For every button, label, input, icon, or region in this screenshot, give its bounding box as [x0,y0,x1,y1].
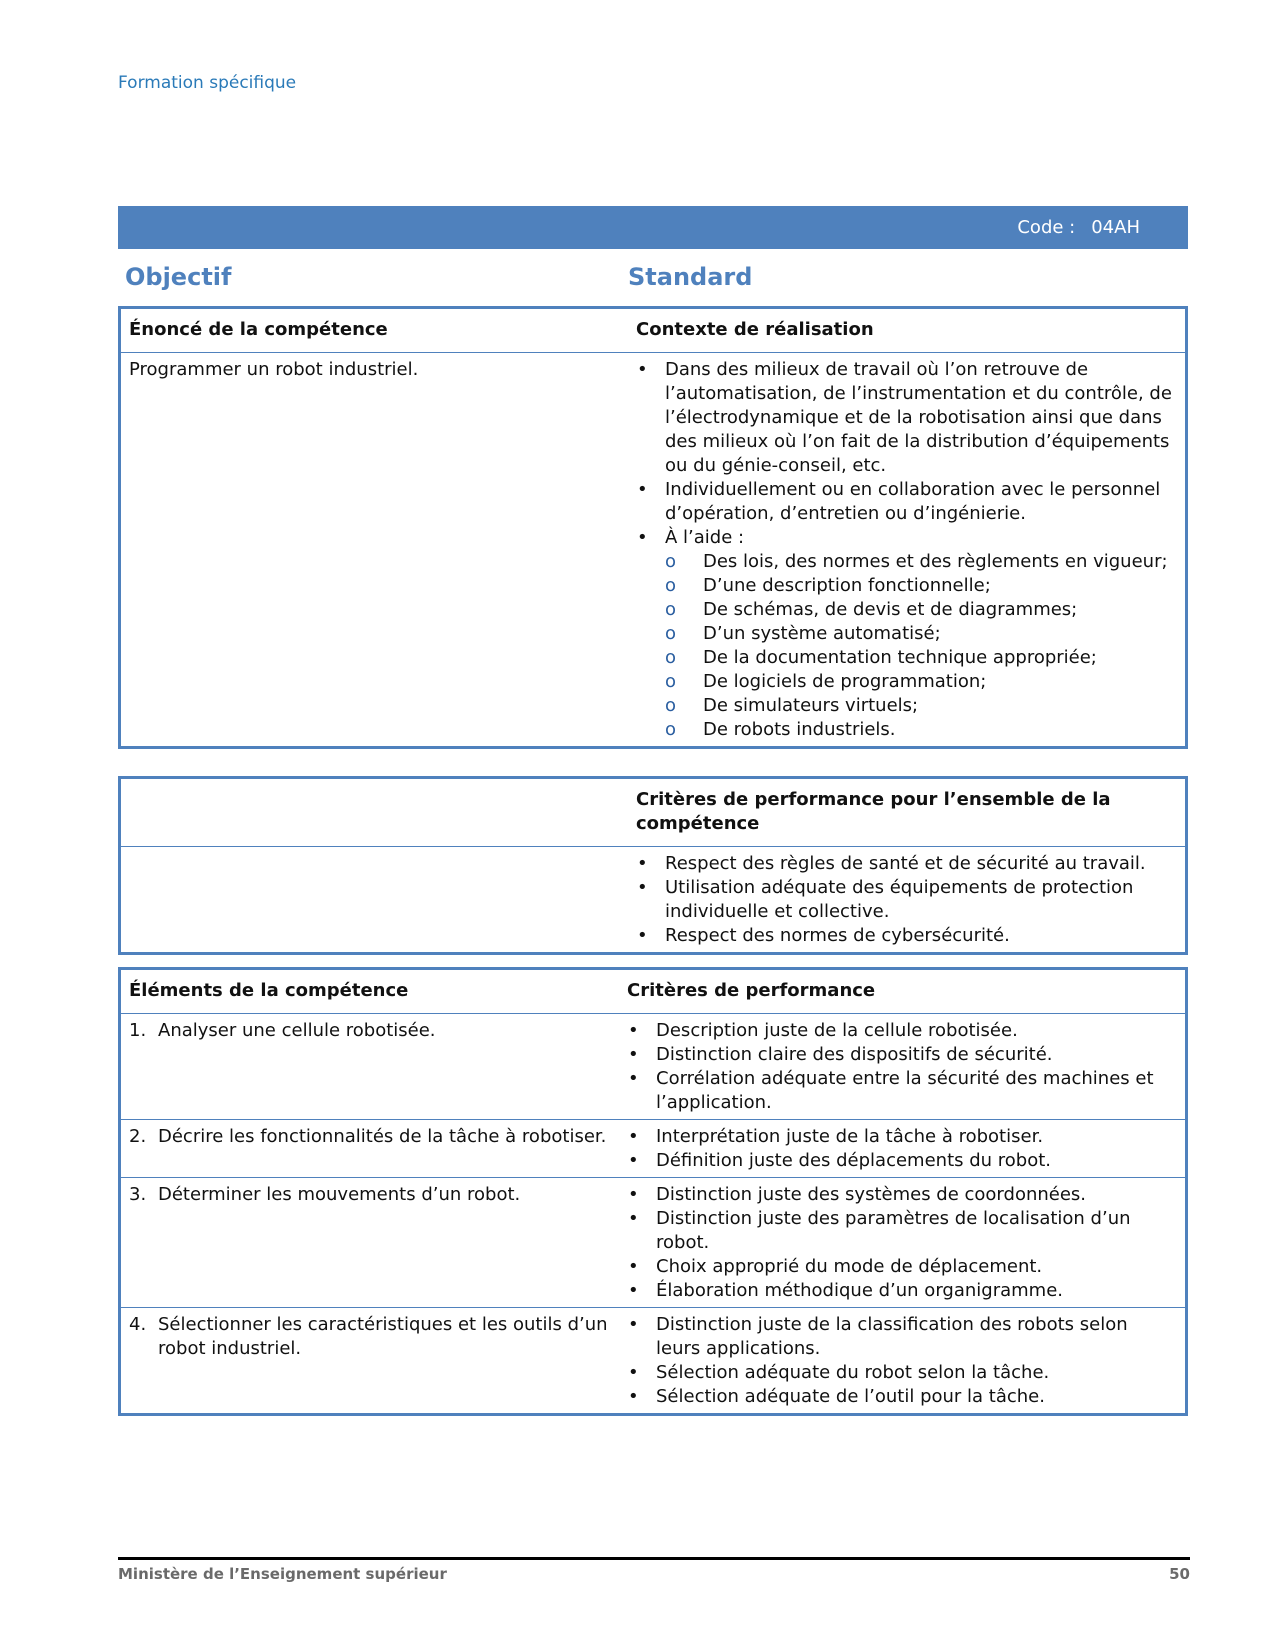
element-text: Sélectionner les caractéristiques et les outils d’un robot industriel. [158,1314,608,1359]
standard-title: Standard [628,263,753,291]
running-header: Formation spécifique [118,73,297,93]
list-item: • Individuellement ou en collaboration avec le personnel d’opération, d’entretien ou d’ingénierie. [636,478,1177,526]
criteria-header: Critères de performance [627,980,876,1001]
list-item: • Utilisation adéquate des équipements de protection individuelle et collective. [636,876,1177,924]
list-item: • Choix approprié du mode de déplacement. [627,1255,1177,1279]
list-item: • Distinction juste des systèmes de coordonnées. [627,1183,1177,1207]
list-item: • Distinction claire des dispositifs de sécurité. [627,1043,1177,1067]
list-item: • Sélection adéquate du robot selon la tâche. [627,1361,1177,1385]
element-text: Déterminer les mouvements d’un robot. [158,1184,521,1205]
list-item-label: À l’aide : [665,527,745,548]
table-row [121,1307,1185,1413]
element-number: 2. [129,1126,147,1147]
list-item: • Description juste de la cellule robotisée. [627,1019,1177,1043]
element-text: Décrire les fonctionnalités de la tâche à robotiser. [158,1126,607,1147]
code-value: 04AH [1091,217,1140,238]
element-number: 4. [129,1314,147,1335]
table-row [121,1013,1185,1119]
footer-ministry: Ministère de l’Enseignement supérieur [118,1565,447,1583]
list-item: • Interprétation juste de la tâche à robotiser. [627,1125,1177,1149]
elements-table [118,967,1188,1416]
sub-list-item: o D’un système automatisé; [665,622,1177,646]
table-row [121,1119,1185,1177]
elements-header: Éléments de la compétence [129,980,409,1001]
sub-list-item: o Des lois, des normes et des règlements en vigueur; [665,550,1177,574]
list-item: • Corrélation adéquate entre la sécurité des machines et l’application. [627,1067,1177,1115]
sub-list-item: o De schémas, de devis et de diagrammes; [665,598,1177,622]
objectif-title: Objectif [125,263,232,291]
list-item: • Respect des normes de cybersécurité. [636,924,1177,948]
sub-list-item: o D’une description fonctionnelle; [665,574,1177,598]
list-item: • Dans des milieux de travail où l’on retrouve de l’automatisation, de l’instrumentation et du contrôle, de l’électrodynamique et de la robotisation ainsi que dans des milieux où l’on fait de la distribution d’équipements ou du génie-conseil, etc. [636,358,1177,478]
table-row [121,1177,1185,1307]
contexte-list [636,353,1185,746]
contexte-header: Contexte de réalisation [636,319,874,340]
element-number: 3. [129,1184,147,1205]
list-item: • Respect des règles de santé et de sécurité au travail. [636,852,1177,876]
code-bar [118,206,1188,249]
sub-list-item: o De logiciels de programmation; [665,670,1177,694]
global-criteria-header: Critères de performance pour l’ensemble de la compétence [636,789,1111,834]
enonce-header: Énoncé de la compétence [129,319,388,340]
page-number: 50 [1169,1565,1190,1583]
list-item: • Sélection adéquate de l’outil pour la tâche. [627,1385,1177,1409]
competence-table [118,306,1188,749]
sub-list-item: o De robots industriels. [665,718,1177,742]
list-item: • Élaboration méthodique d’un organigramme. [627,1279,1177,1303]
list-item: • Définition juste des déplacements du robot. [627,1149,1177,1173]
global-criteria-table [118,776,1188,955]
list-item [636,526,1177,742]
sub-list-item: o De simulateurs virtuels; [665,694,1177,718]
list-item: • Distinction juste de la classification des robots selon leurs applications. [627,1313,1177,1361]
element-text: Analyser une cellule robotisée. [158,1020,436,1041]
code-label: Code : [1017,217,1076,238]
list-item: • Distinction juste des paramètres de localisation d’un robot. [627,1207,1177,1255]
global-criteria-list [636,847,1185,952]
enonce-text: Programmer un robot industriel. [129,359,419,380]
element-number: 1. [129,1020,147,1041]
sub-list-item: o De la documentation technique appropriée; [665,646,1177,670]
footer-rule [118,1557,1190,1560]
